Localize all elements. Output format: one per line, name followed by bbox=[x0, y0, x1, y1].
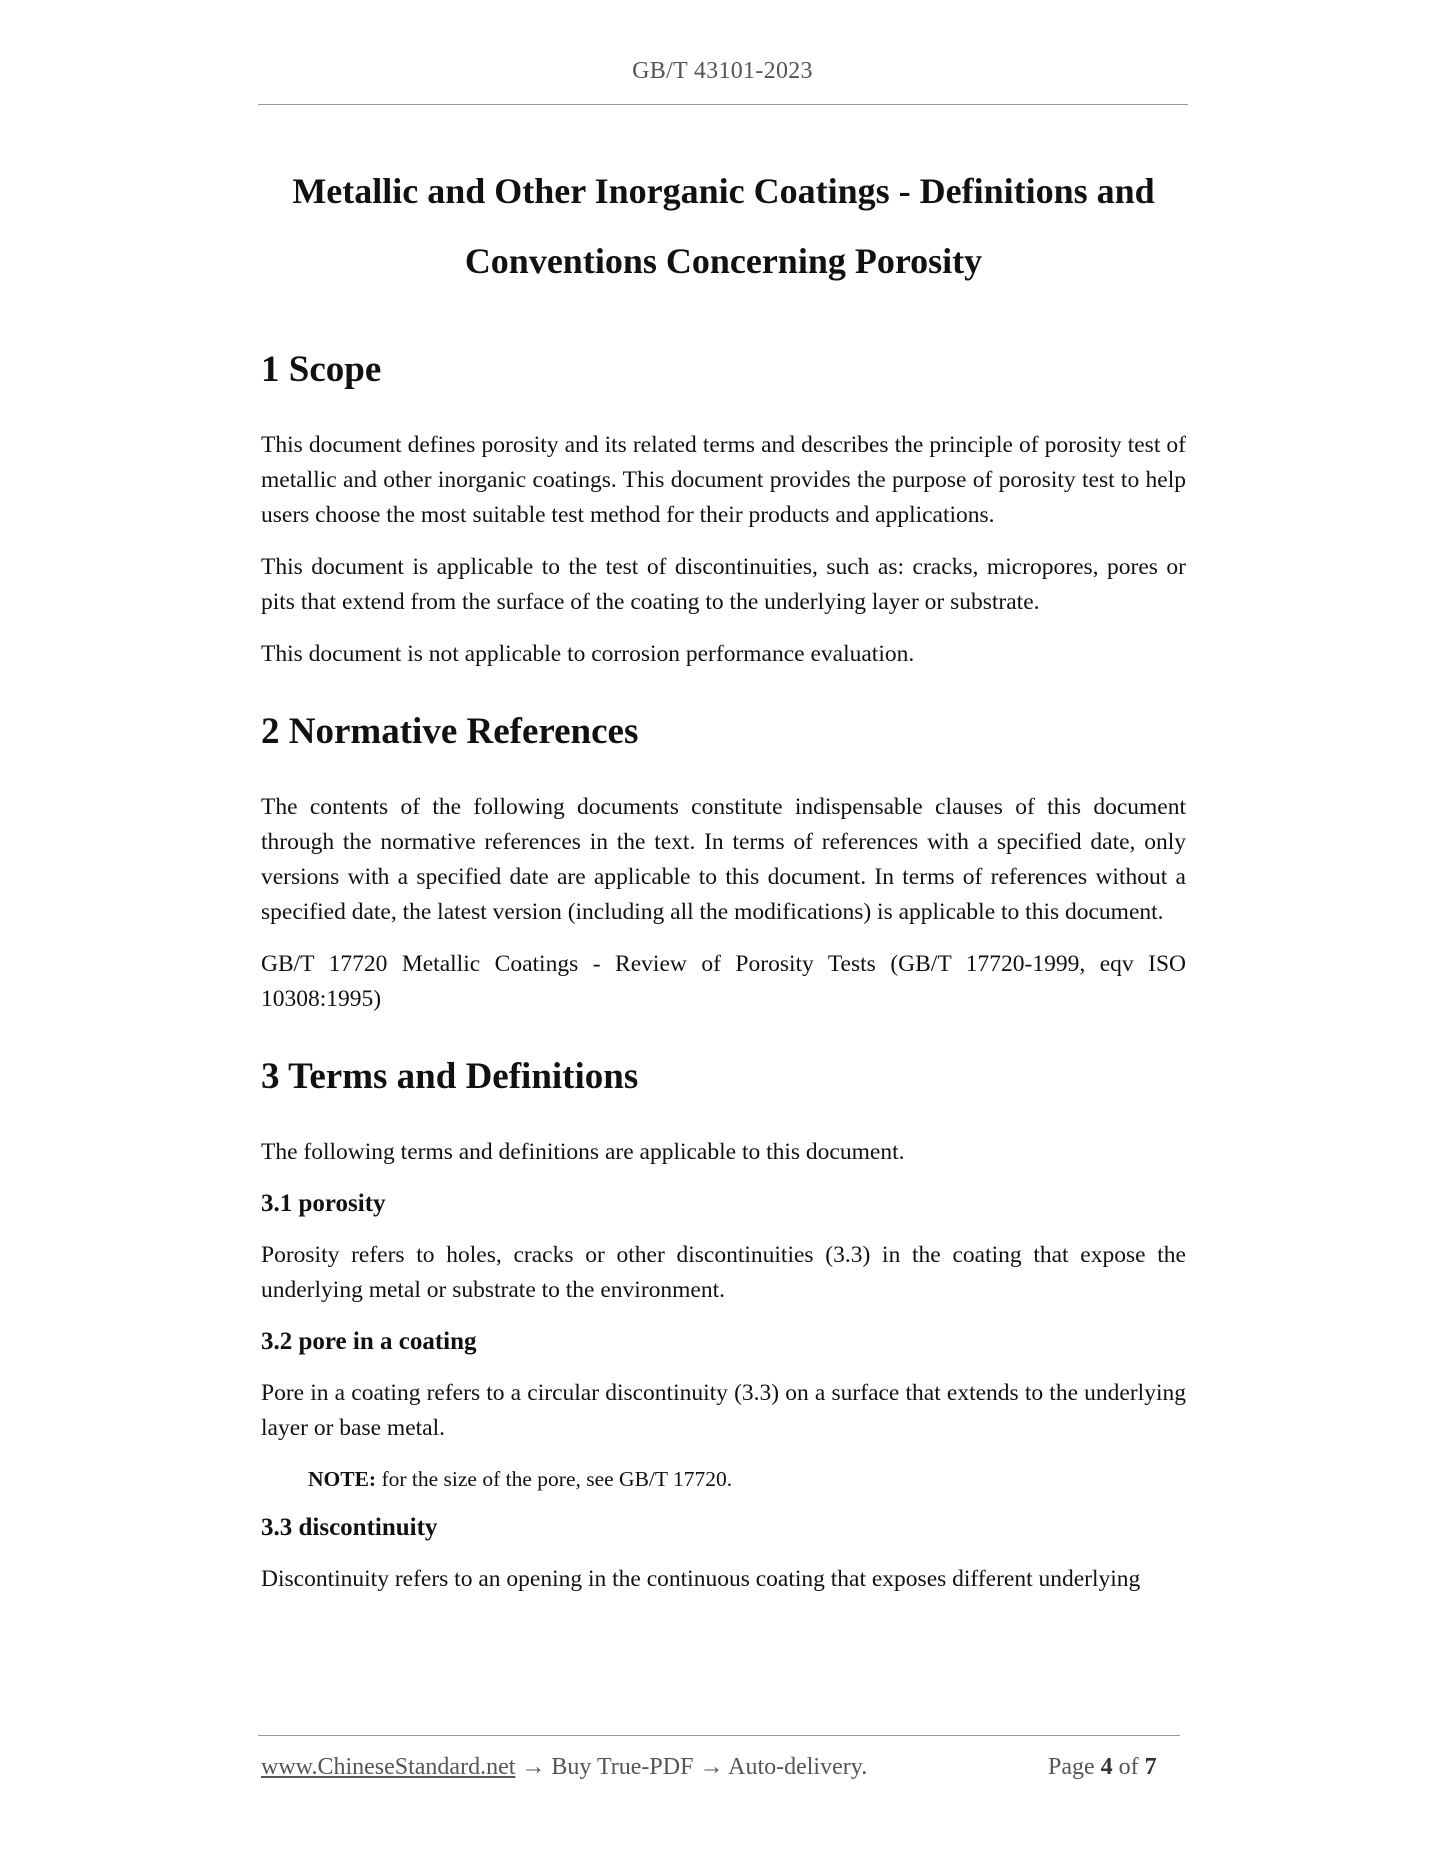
page-total: 7 bbox=[1144, 1754, 1157, 1780]
footer-promo-text: → Buy True-PDF → Auto-delivery. bbox=[515, 1754, 868, 1780]
note-text: for the size of the pore, see GB/T 17720. bbox=[376, 1467, 733, 1491]
note-label: NOTE: bbox=[308, 1467, 377, 1491]
page-label: Page bbox=[1048, 1754, 1101, 1780]
section-heading-normative-references: 2 Normative References bbox=[261, 711, 639, 752]
site-link[interactable]: www.ChineseStandard.net bbox=[261, 1754, 516, 1780]
section-heading-terms-definitions: 3 Terms and Definitions bbox=[261, 1056, 639, 1097]
document-content bbox=[261, 156, 1186, 1597]
header-divider bbox=[258, 104, 1188, 105]
term-heading-porosity: 3.1 porosity bbox=[261, 1190, 386, 1217]
scope-paragraph-1: This document defines porosity and its related terms and describes the principle of porosity test of metallic and other inorganic coatings. This document provides the purpose of porosity test to help users choose the most suitable test method for their products and applications. bbox=[261, 432, 1186, 528]
standard-code-header: GB/T 43101-2023 bbox=[632, 58, 813, 84]
term-heading-discontinuity: 3.3 discontinuity bbox=[261, 1514, 438, 1541]
of-label: of bbox=[1112, 1754, 1145, 1780]
term-definition-discontinuity: Discontinuity refers to an opening in the continuous coating that exposes different underlying bbox=[261, 1566, 1141, 1592]
terms-intro: The following terms and definitions are applicable to this document. bbox=[261, 1139, 905, 1165]
footer-divider bbox=[258, 1735, 1180, 1736]
term-definition-porosity: Porosity refers to holes, cracks or other discontinuities (3.3) in the coating that expose the underlying metal or substrate to the environment. bbox=[261, 1242, 1186, 1303]
title-line-2: Conventions Concerning Porosity bbox=[464, 241, 983, 281]
scope-paragraph-3: This document is not applicable to corrosion performance evaluation. bbox=[261, 641, 915, 667]
document-title bbox=[261, 156, 1186, 296]
section-heading-scope: 1 Scope bbox=[261, 349, 382, 390]
footer-promo bbox=[261, 1754, 867, 1781]
title-line-1: Metallic and Other Inorganic Coatings - Definitions and bbox=[292, 171, 1155, 211]
scope-paragraph-2: This document is applicable to the test of discontinuities, such as: cracks, micropores, pores or pits that extend from the surface of the coating to the underlying layer or substrate. bbox=[261, 554, 1186, 615]
page-indicator bbox=[1048, 1754, 1157, 1781]
term-definition-pore-in-coating: Pore in a coating refers to a circular discontinuity (3.3) on a surface that extends to the underlying layer or base metal. bbox=[261, 1380, 1186, 1441]
page-number: 4 bbox=[1100, 1754, 1113, 1780]
term-heading-pore-in-coating: 3.2 pore in a coating bbox=[261, 1328, 477, 1355]
note-pore-size bbox=[308, 1464, 1186, 1494]
normative-reference-gbt-17720: GB/T 17720 Metallic Coatings - Review of Porosity Tests (GB/T 17720-1999, eqv ISO 10308:1995) bbox=[261, 951, 1186, 1012]
normative-paragraph-1: The contents of the following documents constitute indispensable clauses of this document through the normative references in the text. In terms of references with a specified date, only versions with a specified date are applicable to this document. In terms of references without a specified date, the latest version (including all the modifications) is applicable to this document. bbox=[261, 794, 1186, 925]
